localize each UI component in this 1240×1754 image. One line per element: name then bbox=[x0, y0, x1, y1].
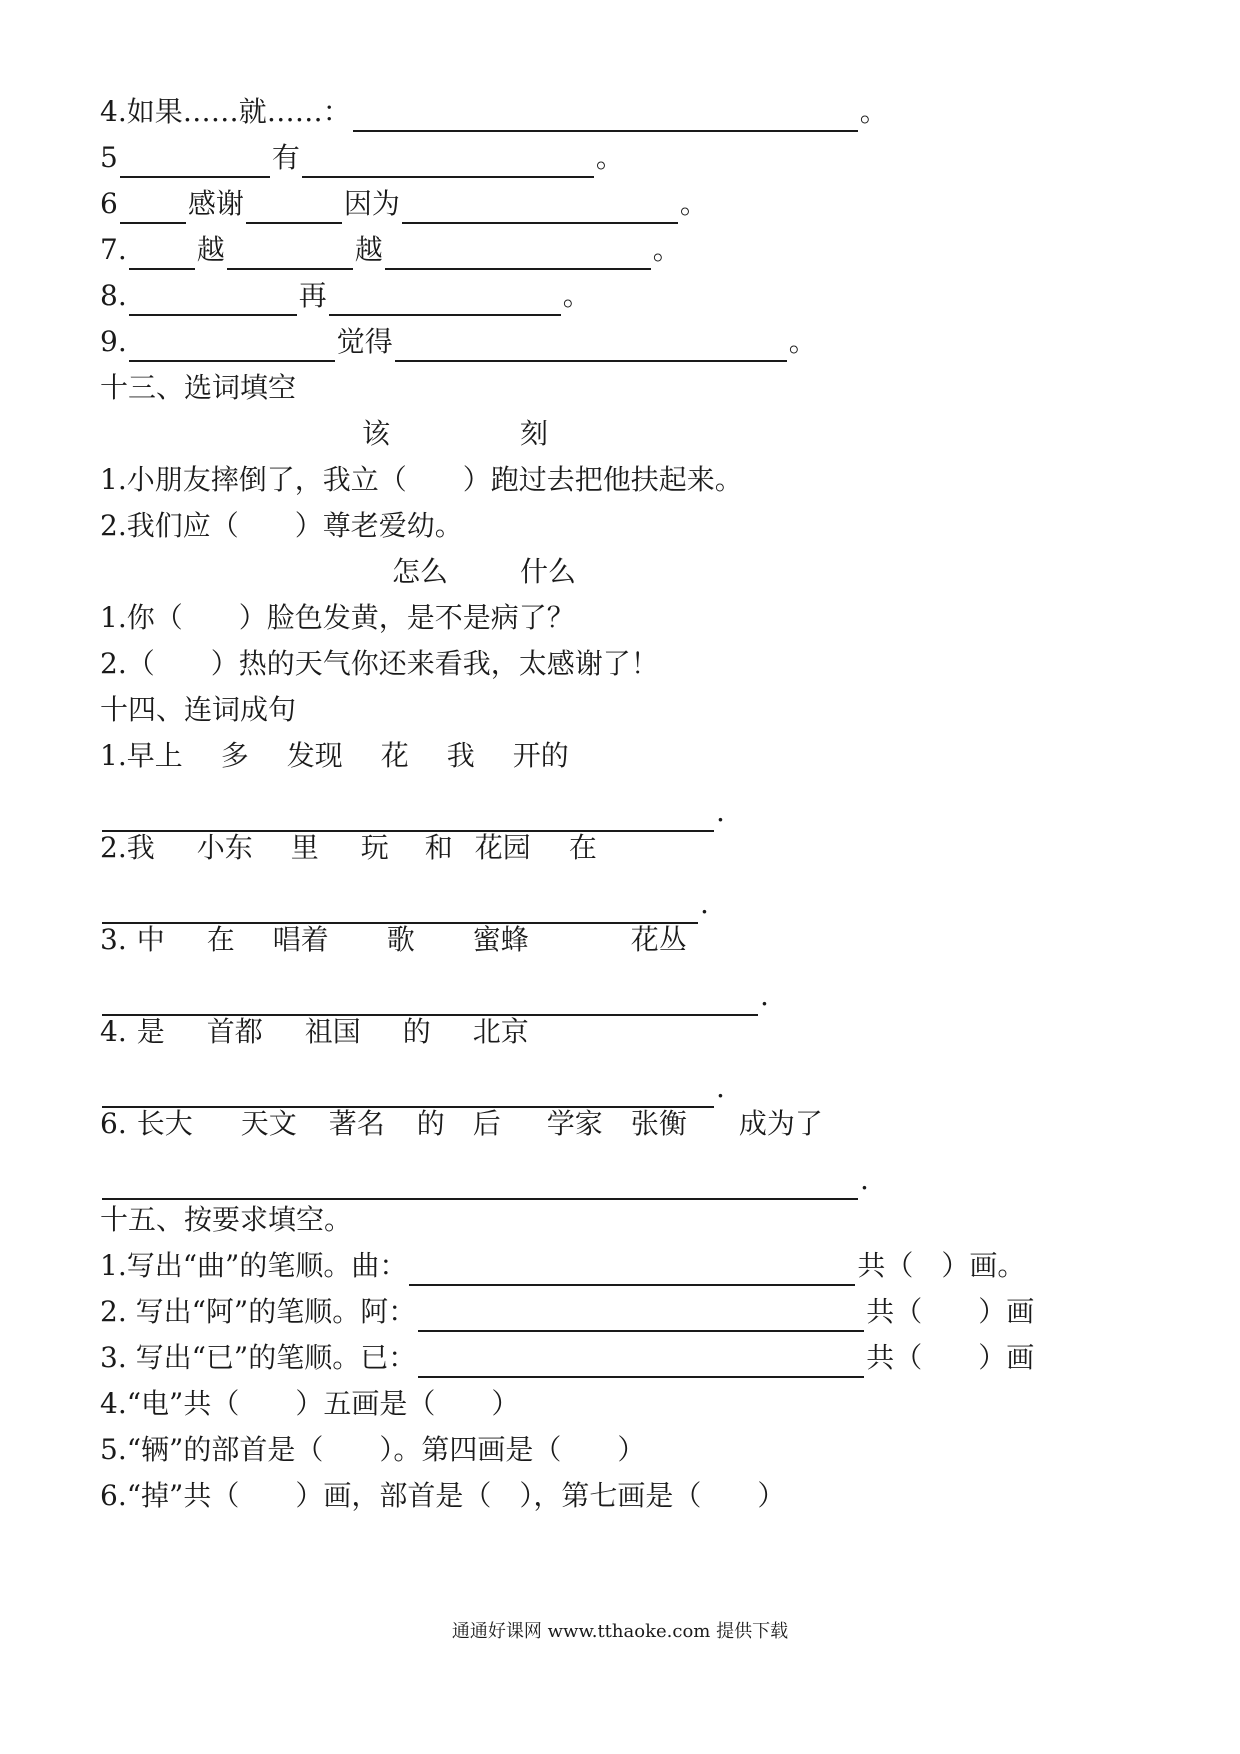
q12-item-7 bbox=[100, 230, 681, 270]
item-number: 6. bbox=[100, 1107, 127, 1140]
period: 。 bbox=[595, 141, 624, 174]
q14-item-3-words bbox=[100, 920, 687, 960]
word: 的 bbox=[416, 1107, 445, 1140]
prompt: 3. 写出“已”的笔顺。已： bbox=[100, 1341, 417, 1374]
answer-blank[interactable] bbox=[329, 282, 561, 316]
word: 因为 bbox=[343, 187, 400, 220]
word: 开的 bbox=[512, 739, 569, 772]
word: 歌 bbox=[386, 923, 415, 956]
word: 感谢 bbox=[187, 187, 244, 220]
prompt: 2. 写出“阿”的笔顺。阿： bbox=[100, 1295, 417, 1328]
word: 祖国 bbox=[304, 1015, 361, 1048]
word: 和 bbox=[424, 831, 453, 864]
word: 越 bbox=[196, 233, 225, 266]
q13-g1-item-1: 1.小朋友摔倒了，我立（ ）跑过去把他扶起来。 bbox=[100, 463, 743, 496]
word: 中 bbox=[136, 923, 165, 956]
word: 北京 bbox=[472, 1015, 529, 1048]
period: 。 bbox=[679, 187, 708, 220]
word: 发现 bbox=[286, 739, 343, 772]
answer-blank[interactable] bbox=[385, 236, 651, 270]
item-number: 2. bbox=[100, 831, 127, 864]
item-number: 3. bbox=[100, 923, 127, 956]
word: 越 bbox=[354, 233, 383, 266]
q12-item-5 bbox=[100, 138, 624, 178]
period: 。 bbox=[788, 325, 817, 358]
word: 在 bbox=[206, 923, 235, 956]
answer-blank[interactable] bbox=[129, 236, 195, 270]
answer-blank[interactable] bbox=[102, 890, 698, 924]
item-number: 4. bbox=[100, 1015, 127, 1048]
q14-item-2-answer bbox=[100, 884, 709, 924]
word: 长大 bbox=[136, 1107, 193, 1140]
q14-item-2-words bbox=[100, 828, 597, 868]
section-13-heading: 十三、选词填空 bbox=[100, 371, 297, 404]
stroke-count: 共（ ）画 bbox=[866, 1295, 1035, 1328]
num: 9. bbox=[100, 325, 127, 358]
word: 天文 bbox=[240, 1107, 297, 1140]
period: . bbox=[860, 1163, 869, 1196]
num: 5 bbox=[100, 141, 118, 174]
q15-item-6: 6.“掉”共（ ）画，部首是（ ），第七画是（ ） bbox=[100, 1479, 786, 1512]
word-choice: 什么 bbox=[520, 555, 577, 588]
answer-blank[interactable] bbox=[102, 798, 714, 832]
q15-item-2 bbox=[100, 1292, 1034, 1332]
q13-g1-item-2: 2.我们应（ ）尊老爱幼。 bbox=[100, 509, 463, 542]
q12-item-9 bbox=[100, 322, 817, 362]
word: 唱着 bbox=[272, 923, 329, 956]
q15-item-5: 5.“辆”的部首是（ ）。第四画是（ ） bbox=[100, 1433, 646, 1466]
word: 在 bbox=[568, 831, 597, 864]
word: 著名 bbox=[328, 1107, 385, 1140]
answer-blank[interactable] bbox=[409, 1252, 855, 1286]
answer-blank[interactable] bbox=[395, 328, 787, 362]
period: . bbox=[760, 979, 769, 1012]
q14-item-6-answer bbox=[100, 1160, 869, 1200]
answer-blank[interactable] bbox=[402, 190, 678, 224]
page-footer: 通通好课网 www.tthaoke.com 提供下载 bbox=[451, 1621, 789, 1642]
q12-item-8 bbox=[100, 276, 591, 316]
word: 里 bbox=[290, 831, 319, 864]
item-number: 1. bbox=[100, 739, 127, 772]
word: 花 bbox=[380, 739, 409, 772]
period: . bbox=[716, 1071, 725, 1104]
answer-blank[interactable] bbox=[227, 236, 353, 270]
q15-item-3 bbox=[100, 1338, 1034, 1378]
word: 我 bbox=[126, 831, 155, 864]
word: 首都 bbox=[206, 1015, 263, 1048]
q14-item-3-answer bbox=[100, 976, 769, 1016]
period: . bbox=[716, 795, 725, 828]
q13-g2-item-2: 2.（ ）热的天气你还来看我，太感谢了！ bbox=[100, 647, 659, 680]
word: 后 bbox=[472, 1107, 501, 1140]
period: . bbox=[700, 887, 709, 920]
q14-item-1-words bbox=[100, 736, 569, 776]
word: 蜜蜂 bbox=[472, 923, 529, 956]
q14-item-6-words bbox=[100, 1104, 823, 1144]
word-choice: 该 bbox=[362, 417, 391, 450]
q14-item-4-words bbox=[100, 1012, 529, 1052]
word-choice-group-2 bbox=[392, 552, 576, 592]
word-choice-group-1 bbox=[362, 414, 548, 454]
answer-blank[interactable] bbox=[353, 98, 858, 132]
num: 6 bbox=[100, 187, 118, 220]
q15-item-1 bbox=[100, 1246, 1025, 1286]
stroke-count: 共（ ）画。 bbox=[857, 1249, 1026, 1282]
section-15-heading: 十五、按要求填空。 bbox=[100, 1203, 353, 1236]
answer-blank[interactable] bbox=[102, 982, 758, 1016]
period: 。 bbox=[859, 95, 888, 128]
stroke-count: 共（ ）画 bbox=[866, 1341, 1035, 1374]
answer-blank[interactable] bbox=[246, 190, 342, 224]
word: 学家 bbox=[546, 1107, 603, 1140]
prompt: 4.如果……就……： bbox=[100, 95, 351, 128]
word: 觉得 bbox=[336, 325, 393, 358]
word: 早上 bbox=[126, 739, 183, 772]
word: 多 bbox=[220, 739, 249, 772]
word-choice: 怎么 bbox=[392, 555, 449, 588]
answer-blank[interactable] bbox=[120, 144, 270, 178]
word: 张衡 bbox=[630, 1107, 687, 1140]
answer-blank[interactable] bbox=[102, 1166, 858, 1200]
answer-blank[interactable] bbox=[129, 328, 335, 362]
answer-blank[interactable] bbox=[302, 144, 594, 178]
section-14-heading: 十四、连词成句 bbox=[100, 693, 297, 726]
period: 。 bbox=[562, 279, 591, 312]
word-choice: 刻 bbox=[520, 417, 549, 450]
num: 8. bbox=[100, 279, 127, 312]
q15-item-4: 4.“电”共（ ）五画是（ ） bbox=[100, 1387, 520, 1420]
word: 小东 bbox=[196, 831, 253, 864]
word: 有 bbox=[271, 141, 300, 174]
word: 花丛 bbox=[630, 923, 687, 956]
q14-item-1-answer bbox=[100, 792, 725, 832]
word: 是 bbox=[136, 1015, 165, 1048]
answer-blank[interactable] bbox=[102, 1074, 714, 1108]
prompt: 1.写出“曲”的笔顺。曲： bbox=[100, 1249, 408, 1282]
q13-g2-item-1: 1.你（ ）脸色发黄，是不是病了？ bbox=[100, 601, 575, 634]
word: 我 bbox=[446, 739, 475, 772]
word: 成为了 bbox=[738, 1107, 823, 1140]
word: 玩 bbox=[360, 831, 389, 864]
answer-blank[interactable] bbox=[129, 282, 297, 316]
word: 的 bbox=[402, 1015, 431, 1048]
q14-item-4-answer bbox=[100, 1068, 725, 1108]
word: 再 bbox=[298, 279, 327, 312]
answer-blank[interactable] bbox=[120, 190, 186, 224]
num: 7. bbox=[100, 233, 127, 266]
answer-blank[interactable] bbox=[418, 1344, 864, 1378]
period: 。 bbox=[652, 233, 681, 266]
word: 花园 bbox=[474, 831, 531, 864]
answer-blank[interactable] bbox=[418, 1298, 864, 1332]
q12-item-6 bbox=[100, 184, 708, 224]
q12-item-4 bbox=[100, 92, 888, 132]
